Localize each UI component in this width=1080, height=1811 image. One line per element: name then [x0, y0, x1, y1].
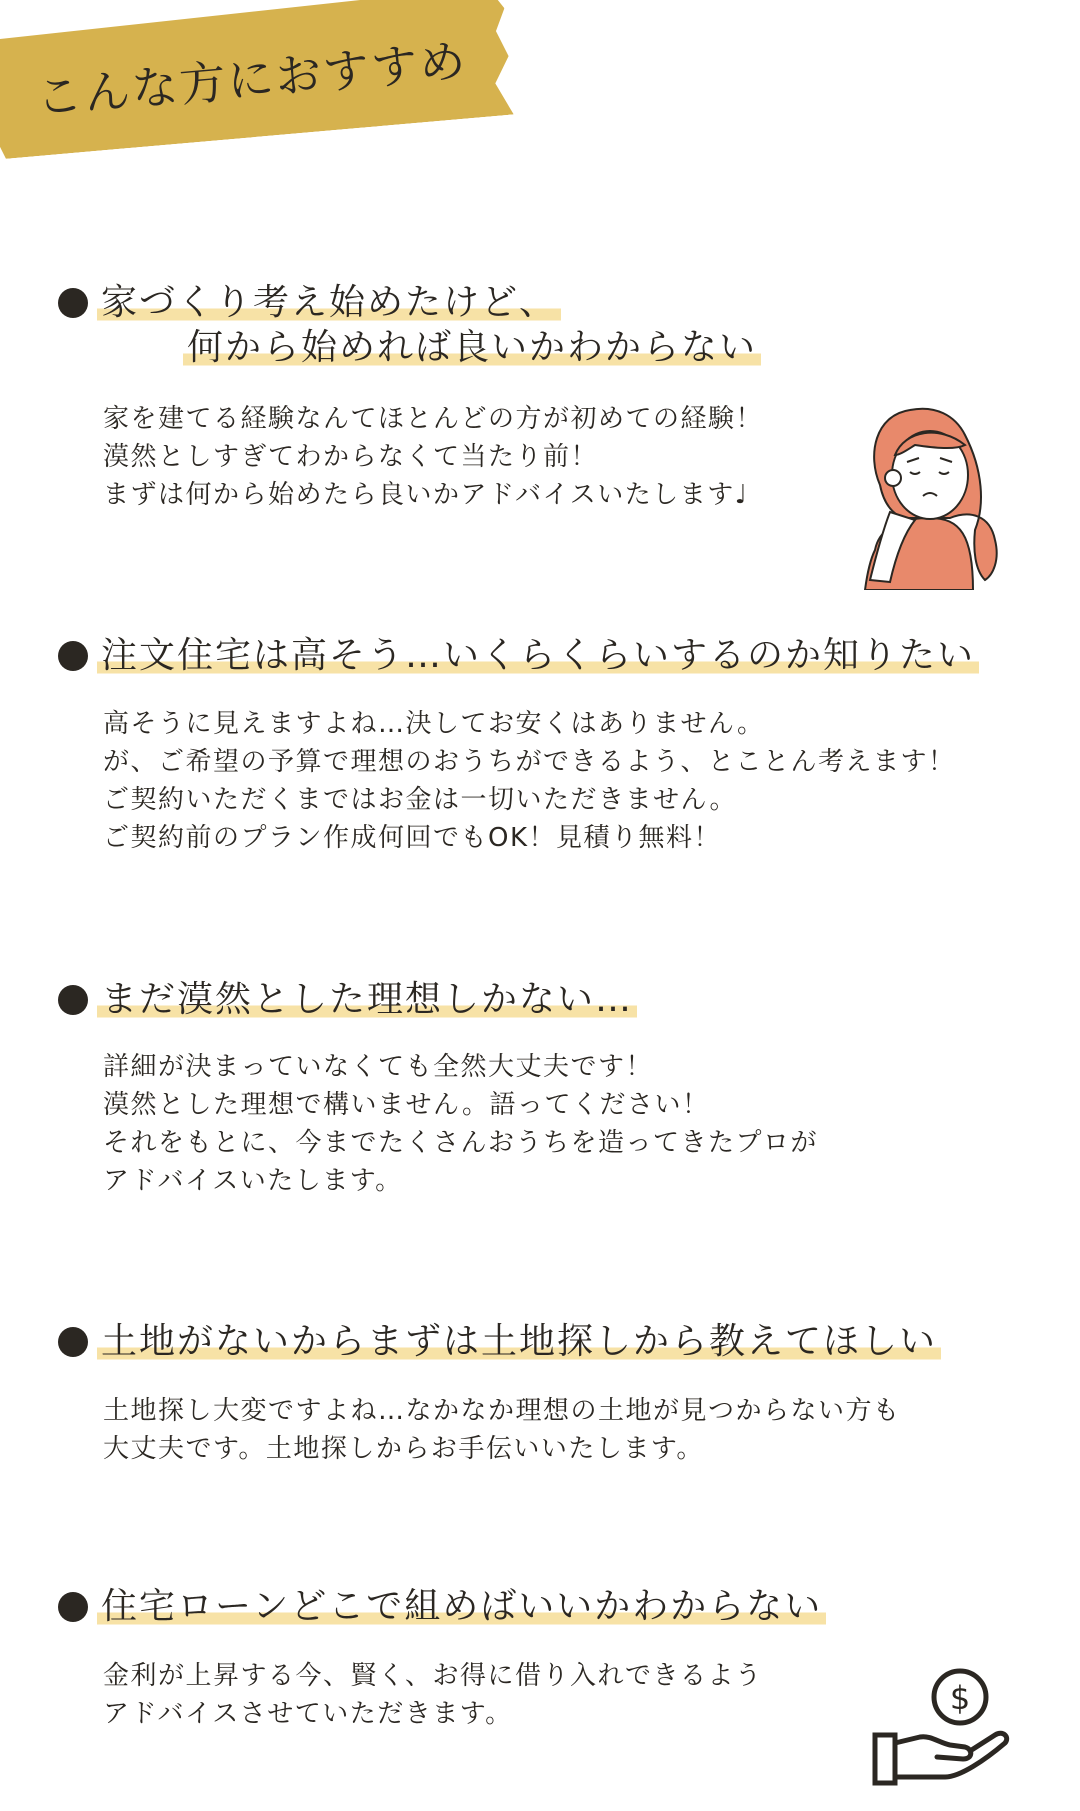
section-5-body-line: アドバイスさせていただきます。: [103, 1699, 513, 1729]
section-1-body-line: まずは何から始めたら良いかアドバイスいたします♩: [103, 480, 749, 510]
section-4-heading: 土地がないからまずは土地探しから教えてほしい: [97, 1319, 941, 1365]
section-4-body: [103, 1392, 901, 1468]
section-5-body: [103, 1657, 762, 1733]
section-1-heading-line1: 家づくり考え始めたけど、: [97, 280, 561, 326]
section-3-body-line: アドバイスいたします。: [103, 1166, 403, 1196]
bullet-1: [58, 288, 88, 318]
section-2-body-line: が、ご希望の予算で理想のおうちができるよう、とことん考えます！: [103, 747, 956, 777]
bullet-4: [58, 1327, 88, 1357]
section-2-body: [103, 705, 956, 857]
section-1-body: [103, 400, 763, 514]
section-2-heading: 注文住宅は高そう…いくらくらいするのか知りたい: [97, 633, 979, 679]
worried-woman-illustration: [855, 400, 1005, 590]
svg-text:$: $: [949, 1679, 971, 1717]
section-2-body-line: ご契約いただくまではお金は一切いただきません。: [103, 785, 738, 815]
section-5-heading: 住宅ローンどこで組めばいいかわからない: [97, 1584, 826, 1630]
section-3-body-line: 詳細が決まっていなくても全然大丈夫です！: [103, 1052, 654, 1082]
hand-holding-coin-icon: [865, 1665, 1015, 1790]
section-4-body-line: 土地探し大変ですよね…なかなか理想の土地が見つからない方も: [103, 1396, 901, 1426]
section-4-body-line: 大丈夫です。土地探しからお手伝いいたします。: [103, 1434, 704, 1464]
section-2-body-line: 高そうに見えますよね…決してお安くはありません。: [103, 709, 765, 739]
section-1-body-line: 家を建てる経験なんてほとんどの方が初めての経験！: [103, 404, 764, 434]
section-3-body-line: それをもとに、今までたくさんおうちを造ってきたプロが: [103, 1128, 819, 1158]
section-3-heading: まだ漠然とした理想しかない…: [97, 977, 637, 1023]
bullet-3: [58, 985, 88, 1015]
bullet-5: [58, 1592, 88, 1622]
section-3-body: [103, 1048, 818, 1200]
section-1-body-line: 漠然としすぎてわからなくて当たり前！: [103, 442, 599, 472]
banner-title: こんな方におすすめ: [33, 33, 470, 125]
bullet-2: [58, 641, 88, 671]
section-1-heading-line2: 何から始めれば良いかわからない: [183, 325, 761, 371]
section-5-body-line: 金利が上昇する今、賢く、お得に借り入れできるよう: [103, 1661, 763, 1691]
section-3-body-line: 漠然とした理想で構いません。語ってください！: [103, 1090, 710, 1120]
section-2-body-line: ご契約前のプラン作成何回でもOK！見積り無料！: [103, 823, 722, 853]
